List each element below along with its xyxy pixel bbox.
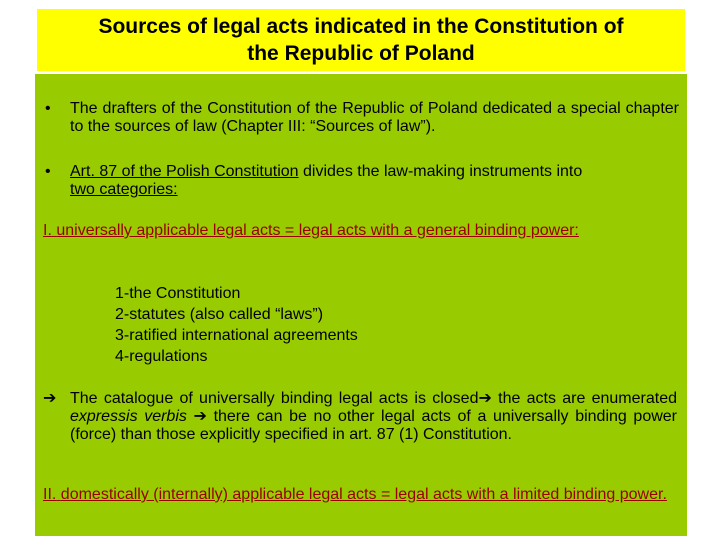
list-item: 2-statutes (also called “laws”) <box>115 306 324 323</box>
list-item: 4-regulations <box>115 348 208 365</box>
bullet-text: The drafters of the Constitution of the Republic of Poland dedicated a special chapter to the sources of law (Chapter III: “Sources of law”). <box>70 100 679 135</box>
section-text: domestically (internally) applicable legal acts = legal acts with a limited binding power. <box>60 486 667 503</box>
bullet-icon: • <box>45 100 51 117</box>
bullet-text-after: divides the law-making instruments into <box>298 163 583 180</box>
arrow-icon: ➔ <box>478 390 492 407</box>
list-item: 3-ratified international agreements <box>115 327 358 344</box>
acts-list <box>115 283 358 367</box>
section-numeral: I. <box>43 222 52 239</box>
art87-link[interactable]: Art. 87 of the Polish Constitution <box>70 163 299 180</box>
catalogue-paragraph <box>43 390 677 444</box>
content-panel <box>35 74 687 536</box>
catalogue-text: The catalogue of universally binding legal acts is closed➔ the acts are enumerated expressis verbis ➔ there can be no other legal acts of a universally binding power (force) than those explicitly specified in art. 87 (1) Constitution. <box>70 390 678 443</box>
two-categories-link[interactable]: two categories: <box>70 181 178 198</box>
section-numeral: II. <box>43 486 57 503</box>
arrow-icon: ➔ <box>43 390 57 407</box>
title-line-1: Sources of legal acts indicated in the Constitution of <box>98 15 624 38</box>
section-text: universally applicable legal acts = legal acts with a general binding power: <box>56 222 579 239</box>
bullet-item-art87 <box>45 163 679 199</box>
arrow-icon: ➔ <box>193 408 207 425</box>
section-domestic[interactable] <box>43 486 677 503</box>
bullet-item-chapter <box>45 100 679 136</box>
title-banner <box>37 9 685 71</box>
bullet-text <box>70 163 679 199</box>
latin-phrase: expressis verbis <box>70 408 187 425</box>
title-line-2: the Republic of Poland <box>247 42 475 65</box>
section-universal[interactable] <box>43 222 677 239</box>
bullet-icon: • <box>45 163 51 180</box>
list-item: 1-the Constitution <box>115 285 241 302</box>
